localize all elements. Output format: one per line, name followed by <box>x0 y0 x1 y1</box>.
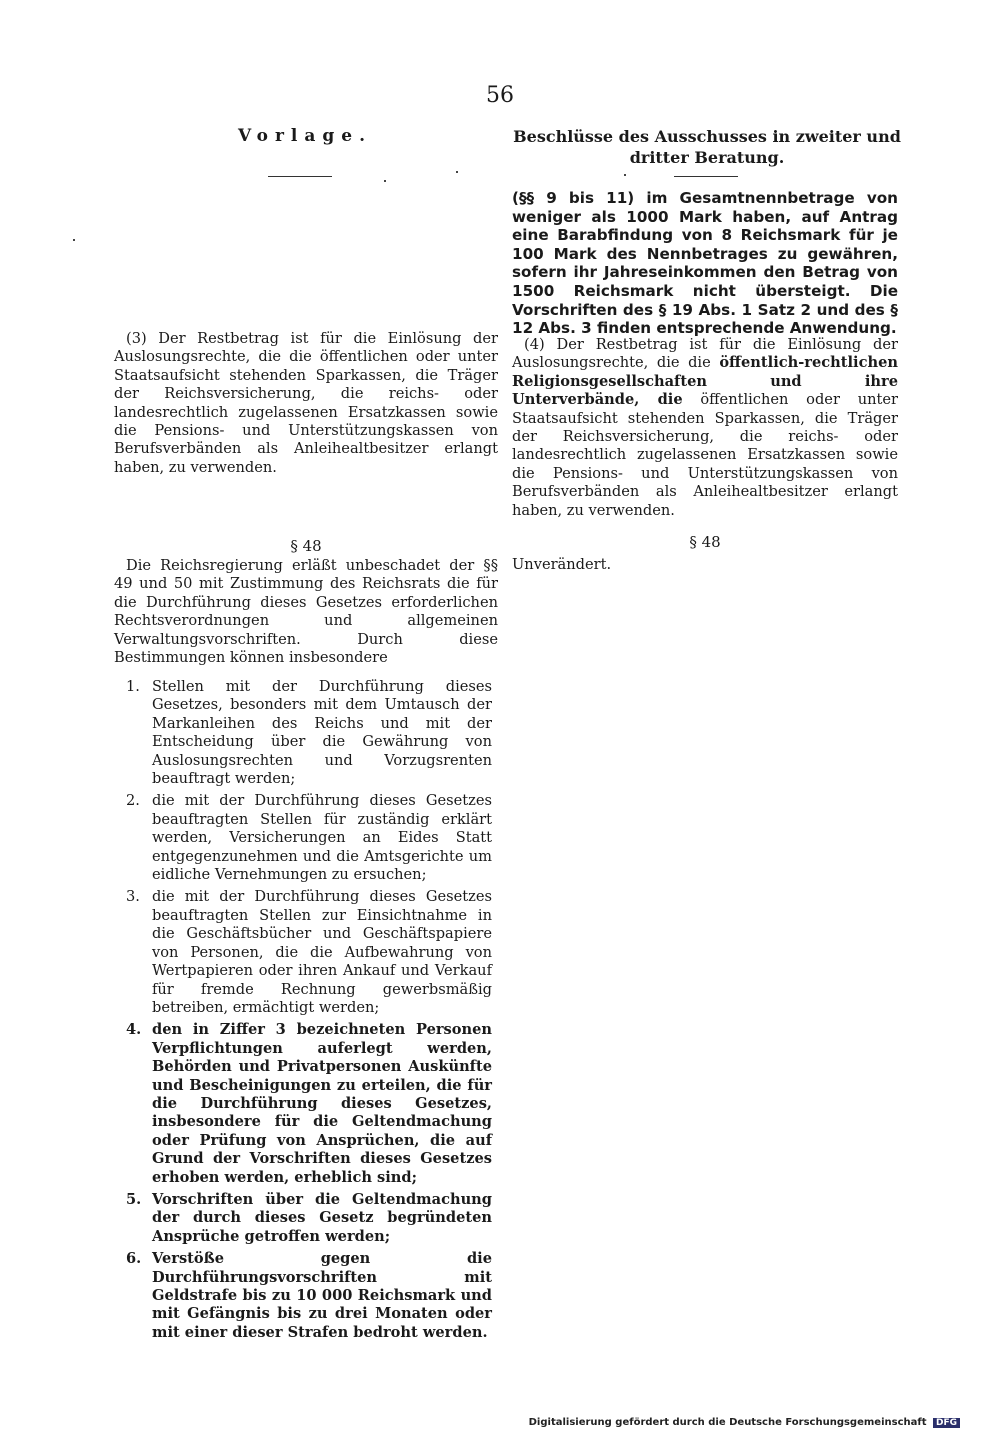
scan-speck <box>384 180 386 182</box>
list-item-number: 2. <box>126 792 140 810</box>
right-paragraph-4-pre: (4) Der Restbetrag ist für die Einlösung der Auslosungsrechte, die die <box>512 336 898 372</box>
left-paragraph-3: (3) Der Restbetrag ist für die Einlösung der Auslosungsrechte, die die öffentlichen oder unter Staatsaufsicht stehenden Sparkassen, die Träger der Reichsversicherung, die reichs- oder landesrechtlich zugelassenen Ersatzkassen sowie die Pensions- und Unterstützungskassen von Berufsverbänden als Anleihealtbesitzer erlangt haben, zu verwenden. <box>114 330 498 476</box>
left-header-rule <box>268 176 332 177</box>
list-item-text: Vorschriften über die Geltendmachung der durch dieses Gesetz begründeten Ansprüche getroffen werden; <box>152 1190 492 1245</box>
list-item-text: Verstöße gegen die Durchführungsvorschriften mit Geldstrafe bis zu 10 000 Reichsmark und mit Gefängnis bis zu drei Monaten oder mit einer dieser Strafen bedroht werden. <box>152 1250 492 1341</box>
funding-footer-text: Digitalisierung gefördert durch die Deutsche Forschungsgemeinschaft <box>528 1417 927 1428</box>
right-paragraph-4 <box>512 336 898 520</box>
page-number: 56 <box>486 83 514 108</box>
list-item <box>126 678 492 788</box>
numbered-list <box>126 678 492 1342</box>
right-paragraph-4-bold: öffentlich-rechtlichen Religionsgesellschaften und ihre Unterverbände, die <box>512 354 898 409</box>
left-section-intro: Die Reichsregierung erläßt unbeschadet der §§ 49 und 50 mit Zustimmung des Reichsrats die für die Durchführung dieses Gesetzes erforderlichen Rechtsverordnungen und allgemeinen Verwaltungsvorschriften. Durch diese Bestimmungen können insbesondere <box>114 557 498 667</box>
right-section-heading: § 48 <box>689 533 721 551</box>
dfg-logo: DFG <box>933 1418 960 1428</box>
right-column-header: Beschlüsse des Ausschusses in zweiter und dritter Beratung. <box>513 127 901 167</box>
list-item <box>126 1191 492 1246</box>
list-item <box>126 1021 492 1187</box>
list-item <box>126 1250 492 1342</box>
list-item <box>126 888 492 1017</box>
funding-footer <box>529 1417 960 1428</box>
list-item-text: die mit der Durchführung dieses Gesetzes beauftragten Stellen für zuständig erklärt werden, Versicherungen an Eides Statt entgegenzunehmen und die Amtsgerichte um eidliche Vernehmungen zu ersuchen; <box>152 792 492 884</box>
scan-speck <box>73 239 75 241</box>
list-item <box>126 792 492 884</box>
right-paragraph-4-post: öffentlichen oder unter Staatsaufsicht stehenden Sparkassen, die Träger der Reichsversicherung, die reichs- oder landesrechtlich zugelassenen Ersatzkassen sowie die Pensions- und Unterstützungskassen von Berufsverbänden als Anleihealtbesitzer erlangt haben, zu verwenden. <box>512 391 898 519</box>
list-item-number: 6. <box>126 1250 142 1268</box>
list-item-text: die mit der Durchführung dieses Gesetzes beauftragten Stellen zur Einsichtnahme in die Geschäftsbücher und Geschäftspapiere von Personen, die die Aufbewahrung von Wertpapieren oder ihren Ankauf und Verkauf für fremde Rechnung gewerbsmäßig betreiben, ermächtigt werden; <box>152 888 492 1016</box>
right-section-text: Unverändert. <box>512 556 612 573</box>
list-item-number: 1. <box>126 678 140 695</box>
right-header-rule <box>674 176 738 177</box>
list-item-text: Stellen mit der Durchführung dieses Gesetzes, besonders mit dem Umtausch der Markanleihen des Reichs und mit der Entscheidung über die Gewährung von Auslosungsrechten und Vorzugsrenten beauftragt werden; <box>152 678 492 788</box>
list-item-text: den in Ziffer 3 bezeichneten Personen Verpflichtungen auferlegt werden, Behörden und Privatpersonen Auskünfte und Bescheinigungen zu erteilen, die für die Durchführung dieses Gesetzes, insbesondere für die Geltendmachung oder Prüfung von Ansprüchen, die auf Grund der Vorschriften dieses Gesetzes erhoben werden, erheblich sind; <box>152 1021 492 1186</box>
list-item-number: 4. <box>126 1021 142 1039</box>
left-column-header: Vorlage. <box>237 126 373 146</box>
list-item-number: 3. <box>126 888 140 906</box>
scan-speck <box>624 174 626 176</box>
scan-speck <box>456 171 458 173</box>
list-item-number: 5. <box>126 1190 142 1208</box>
left-section-heading: § 48 <box>290 537 322 555</box>
right-continued-paragraph: (§§ 9 bis 11) im Gesamtnennbetrage von weniger als 1000 Mark haben, auf Antrag eine Barabfindung von 8 Reichsmark für je 100 Mark des Nennbetrages zu gewähren, sofern ihr Jahreseinkommen den Betrag von 1500 Reichsmark nicht übersteigt. Die Vorschriften des § 19 Abs. 1 Satz 2 und des § 12 Abs. 3 finden entsprechende Anwendung. <box>512 189 898 338</box>
